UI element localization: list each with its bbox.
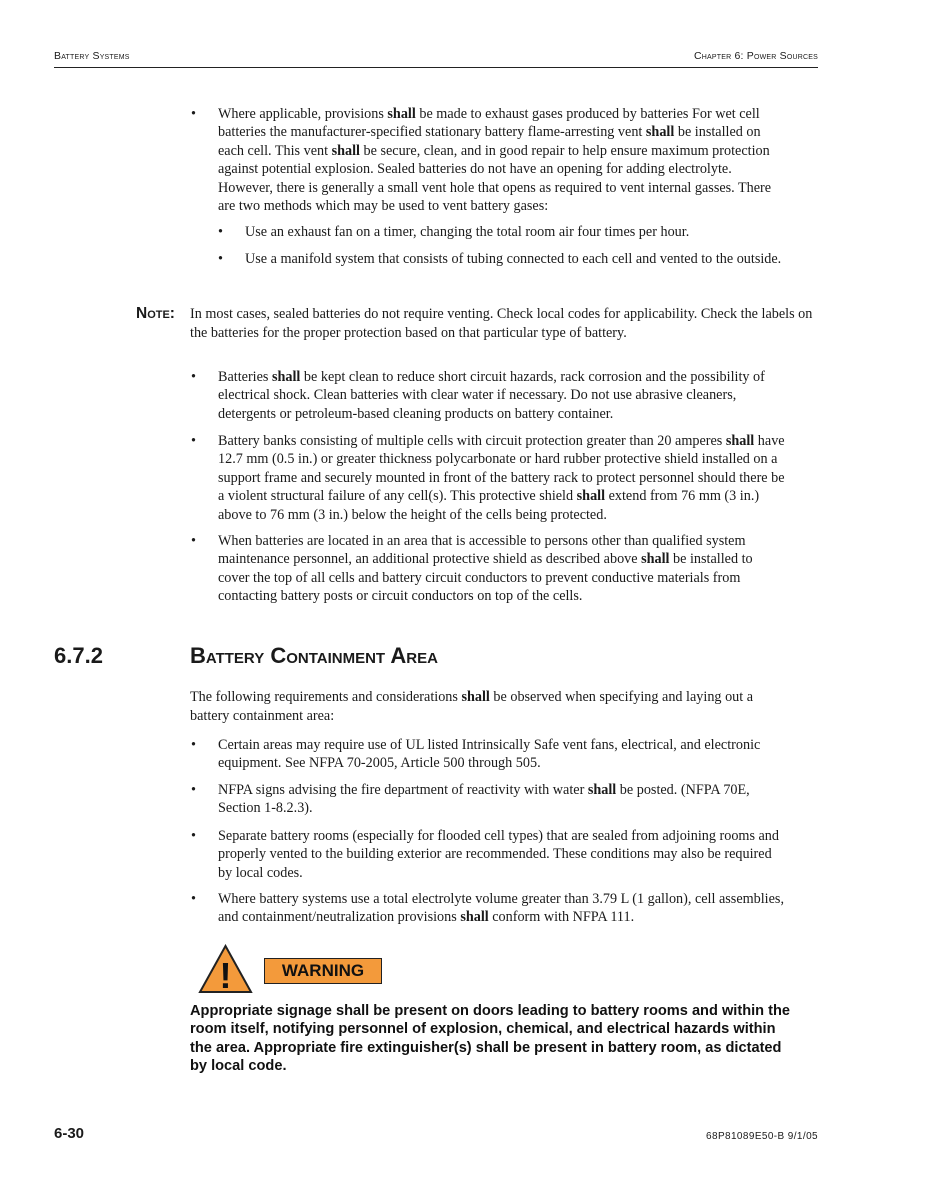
text-line: equipment. See NFPA 70-2005, Article 500 through 505.: [218, 755, 541, 772]
emphasis-shall: shall: [645, 124, 675, 141]
bullet-marker: •: [191, 533, 196, 549]
text-line: above to 76 mm (3 in.) below the height of the cells being protected.: [218, 506, 607, 523]
page-header: [54, 49, 818, 68]
footer-page-number: 6-30: [54, 1125, 85, 1142]
bullet-marker: •: [191, 828, 196, 844]
text-line: cover the top of all cells and battery circuit conductors to prevent conductive materials from: [218, 569, 741, 586]
bullet-protective-shield: [191, 432, 828, 524]
bullet-accessible-area: [191, 532, 828, 606]
sub-bullet-manifold: [218, 250, 845, 268]
text-line: The following requirements and considerations shall be observed when specifying and laying out a: [190, 689, 754, 705]
text-line: maintenance personnel, an additional protective shield as described above shall be installed to: [218, 551, 753, 568]
bullet-ul-listed: [191, 736, 828, 773]
text-line: Where battery systems use a total electrolyte volume greater than 3.79 L (1 gallon), cell assemblies,: [218, 891, 784, 907]
bullet-marker: •: [191, 369, 196, 385]
text-line: contacting battery posts or circuit conductors on top of the cells.: [218, 588, 583, 605]
emphasis-shall: shall: [461, 689, 490, 705]
emphasis-shall: shall: [587, 782, 617, 798]
text-line: a violent structural failure of any cell(s). This protective shield shall extend from 76 mm (3 in.): [218, 488, 760, 505]
text-line: Where applicable, provisions shall be made to exhaust gases produced by batteries For wet cell: [218, 106, 760, 122]
text-line: Section 1-8.2.3).: [218, 800, 313, 817]
warning-exclamation: !: [219, 955, 232, 994]
text-line: are two methods which may be used to vent battery gases:: [218, 198, 549, 215]
sub-bullet-text: Use a manifold system that consists of tubing connected to each cell and vented to the outside.: [245, 251, 782, 267]
emphasis-shall: shall: [271, 369, 301, 385]
warning-badge: WARNING: [264, 958, 382, 984]
text-line: against potential explosion. Sealed batteries do not have an opening for adding electrolyte.: [218, 161, 732, 178]
bullet-marker: •: [191, 782, 196, 798]
bullet-marker: •: [191, 737, 196, 753]
section-number: 6.7.2: [54, 643, 103, 668]
warning-line: the area. Appropriate fire extinguisher(s) shall be present in battery room, as dictated: [190, 1039, 782, 1056]
text-line: battery containment area:: [190, 708, 335, 724]
text-line: When batteries are located in an area that is accessible to persons other than qualified system: [218, 533, 746, 549]
emphasis-shall: shall: [331, 142, 360, 159]
text-line: support frame and securely mounted in front of the battery rack to protect personnel should there be: [218, 469, 785, 486]
text-line: each cell. This vent shall be secure, clean, and in good repair to help ensure maximum protection: [218, 142, 770, 159]
text-line: 12.7 mm (0.5 in.) or greater thickness polycarbonate or hard rubber protective shield installed on a: [218, 451, 778, 468]
warning-triangle-icon: [198, 944, 253, 994]
bullet-marker: •: [218, 251, 223, 267]
sub-bullet-text: Use an exhaust fan on a timer, changing the total room air four times per hour.: [245, 224, 690, 240]
bullet-nfpa-signs: [191, 781, 828, 818]
text-line: NFPA signs advising the fire department of reactivity with water shall be posted. (NFPA 70E,: [218, 782, 750, 798]
bullet-marker: •: [191, 433, 196, 449]
warning-line: Appropriate signage shall be present on doors leading to battery rooms and within the: [190, 1003, 791, 1019]
section-title: Battery Containment Area: [190, 643, 438, 668]
text-line: Battery banks consisting of multiple cells with circuit protection greater than 20 amperes shall have: [218, 433, 785, 449]
text-line: However, there is generally a small vent hole that opens as required to vent internal gasses. There: [218, 179, 772, 196]
warning-text: [190, 1002, 830, 1076]
emphasis-shall: shall: [460, 909, 489, 926]
text-line: Certain areas may require use of UL listed Intrinsically Safe vent fans, electrical, and electronic: [218, 737, 761, 753]
bullet-keep-clean: [191, 368, 828, 423]
text-line: Batteries shall be kept clean to reduce short circuit hazards, rack corrosion and the possibility of: [218, 369, 765, 385]
text-line: electrical shock. Clean batteries with clear water if necessary. Do not use abrasive cleaners,: [218, 387, 737, 404]
text-line: detergents or petroleum-based cleaning products on battery container.: [218, 405, 614, 422]
bullet-marker: •: [191, 106, 196, 122]
emphasis-shall: shall: [641, 551, 670, 568]
sub-bullet-exhaust-fan: [218, 223, 835, 241]
warning-line: room itself, notifying personnel of explosion, chemical, and electrical hazards within: [190, 1021, 776, 1038]
header-section-title: Battery Systems: [54, 50, 130, 62]
bullet-separate-rooms: [191, 827, 828, 882]
text-line: batteries the manufacturer-specified stationary battery flame-arresting vent shall be installed on: [218, 124, 761, 141]
bullet-marker: •: [191, 891, 196, 907]
note-text: In most cases, sealed batteries do not require venting. Check local codes for applicability. Check the labels on the batteries for the proper protection based on that particular type of battery.: [190, 306, 813, 341]
header-chapter-title: Chapter 6: Power Sources: [693, 50, 818, 62]
section-intro: [190, 688, 820, 726]
note-label: Note:: [136, 305, 175, 322]
text-line: by local codes.: [218, 864, 303, 881]
bullet-electrolyte-volume: [191, 890, 828, 927]
footer-document-id: 68P81089E50-B 9/1/05: [706, 1131, 818, 1142]
text-line: Separate battery rooms (especially for flooded cell types) that are sealed from adjoining rooms and: [218, 828, 779, 844]
emphasis-shall: shall: [576, 488, 606, 505]
bullet-exhaust-gases: [191, 105, 828, 215]
emphasis-shall: shall: [725, 433, 755, 449]
text-line: properly vented to the building exterior are recommended. These conditions may also be required: [218, 846, 772, 863]
emphasis-shall: shall: [387, 106, 416, 122]
text-line: and containment/neutralization provisions shall conform with NFPA 111.: [218, 909, 635, 926]
bullet-marker: •: [218, 224, 223, 240]
warning-line: by local code.: [190, 1058, 287, 1075]
